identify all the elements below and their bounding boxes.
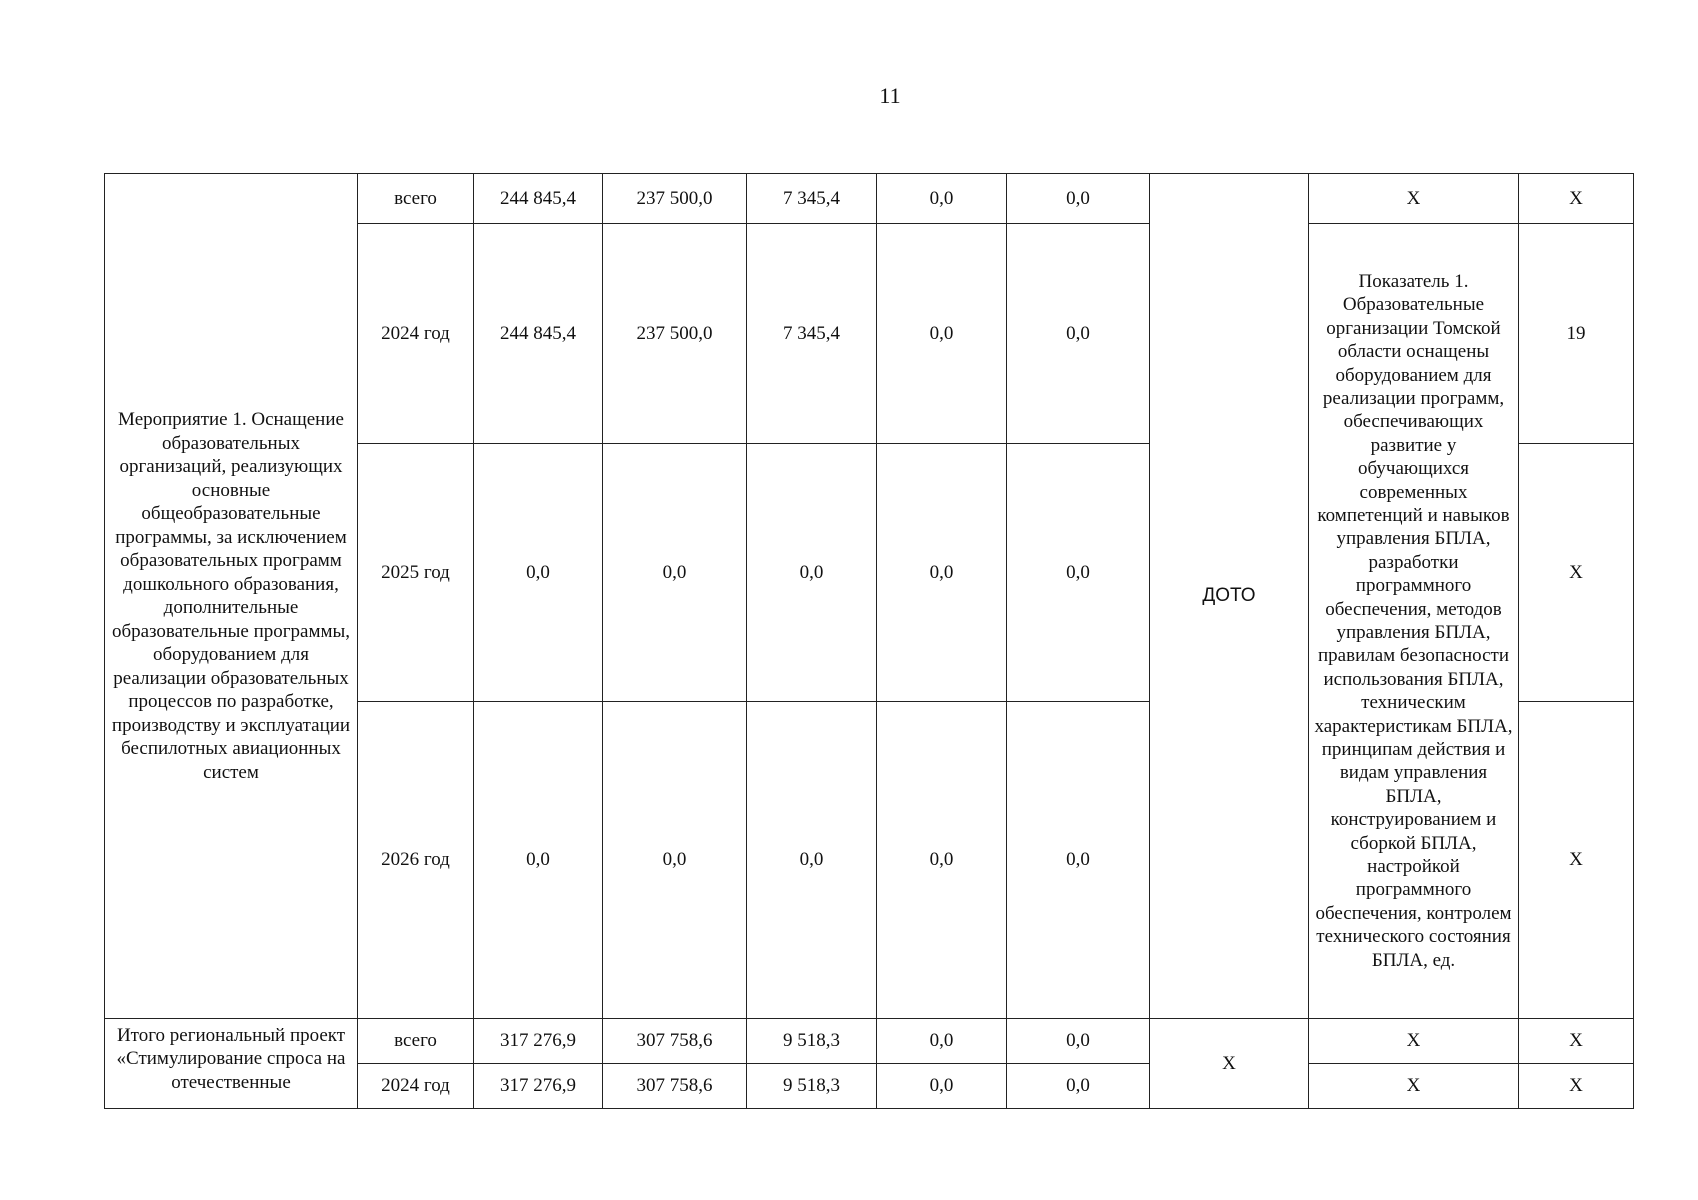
value-cell: 317 276,9 [474, 1064, 603, 1109]
indicator-value-cell: Х [1519, 1064, 1634, 1109]
table-row [105, 174, 1634, 224]
value-cell: 7 345,4 [747, 174, 877, 224]
period-cell: 2026 год [358, 702, 474, 1019]
value-cell: 9 518,3 [747, 1019, 877, 1064]
value-cell: 307 758,6 [603, 1019, 747, 1064]
value-cell: 0,0 [1007, 224, 1150, 444]
value-cell: 0,0 [603, 702, 747, 1019]
value-cell: 0,0 [747, 702, 877, 1019]
period-cell: 2025 год [358, 444, 474, 702]
table-row [105, 1019, 1634, 1064]
value-cell: 0,0 [1007, 444, 1150, 702]
page-number: 11 [879, 83, 901, 108]
event-name-cell: Мероприятие 1. Оснащение образовательных организаций, реализующих основные общеобразовательные программы, за исключением образовательных программ дошкольного образования, дополнительные образовательные программы, оборудованием для реализации образовательных процессов по разработке, производству и эксплуатации беспилотных авиационных систем [105, 174, 358, 1019]
value-cell: 0,0 [474, 702, 603, 1019]
value-cell: 0,0 [877, 224, 1007, 444]
period-cell: 2024 год [358, 224, 474, 444]
value-cell: 307 758,6 [603, 1064, 747, 1109]
value-cell: 0,0 [1007, 1064, 1150, 1109]
value-cell: 0,0 [877, 1064, 1007, 1109]
indicator-cell: Х [1309, 1019, 1519, 1064]
period-cell: всего [358, 1019, 474, 1064]
value-cell: 317 276,9 [474, 1019, 603, 1064]
value-cell: 0,0 [474, 444, 603, 702]
value-cell: 0,0 [877, 444, 1007, 702]
value-cell: 0,0 [747, 444, 877, 702]
indicator-value-cell: Х [1519, 702, 1634, 1019]
executor-cell: Х [1150, 1019, 1309, 1109]
period-cell: 2024 год [358, 1064, 474, 1109]
indicator-value-cell: Х [1519, 1019, 1634, 1064]
value-cell: 0,0 [1007, 702, 1150, 1019]
value-cell: 237 500,0 [603, 174, 747, 224]
indicator-value-cell: 19 [1519, 224, 1634, 444]
total-name-text: Итого региональный проект «Стимулирование спроса на отечественные [116, 1024, 346, 1093]
indicator-value-cell: Х [1519, 174, 1634, 224]
value-cell: 244 845,4 [474, 174, 603, 224]
value-cell: 0,0 [877, 702, 1007, 1019]
value-cell: 0,0 [1007, 174, 1150, 224]
value-cell: 0,0 [877, 174, 1007, 224]
value-cell: 237 500,0 [603, 224, 747, 444]
period-cell: всего [358, 174, 474, 224]
total-name-cell [105, 1019, 358, 1109]
value-cell: 244 845,4 [474, 224, 603, 444]
value-cell: 0,0 [603, 444, 747, 702]
value-cell: 0,0 [877, 1019, 1007, 1064]
indicator-description-cell: Показатель 1. Образовательные организации Томской области оснащены оборудованием для реализации программ, обеспечивающих развитие у обучающихся современных компетенций и навыков управления БПЛА, разработки программного обеспечения, методов управления БПЛА, правилам безопасности использования БПЛА, техническим характеристикам БПЛА, принципам действия и видам управления БПЛА, конструированием и сборкой БПЛА, настройкой программного обеспечения, контролем технического состояния БПЛА, ед. [1309, 224, 1519, 1019]
executor-cell: ДОТО [1150, 174, 1309, 1019]
value-cell: 0,0 [1007, 1019, 1150, 1064]
value-cell: 9 518,3 [747, 1064, 877, 1109]
budget-table [104, 173, 1634, 1109]
indicator-cell: Х [1309, 1064, 1519, 1109]
value-cell: 7 345,4 [747, 224, 877, 444]
indicator-value-cell: Х [1519, 444, 1634, 702]
indicator-cell: Х [1309, 174, 1519, 224]
